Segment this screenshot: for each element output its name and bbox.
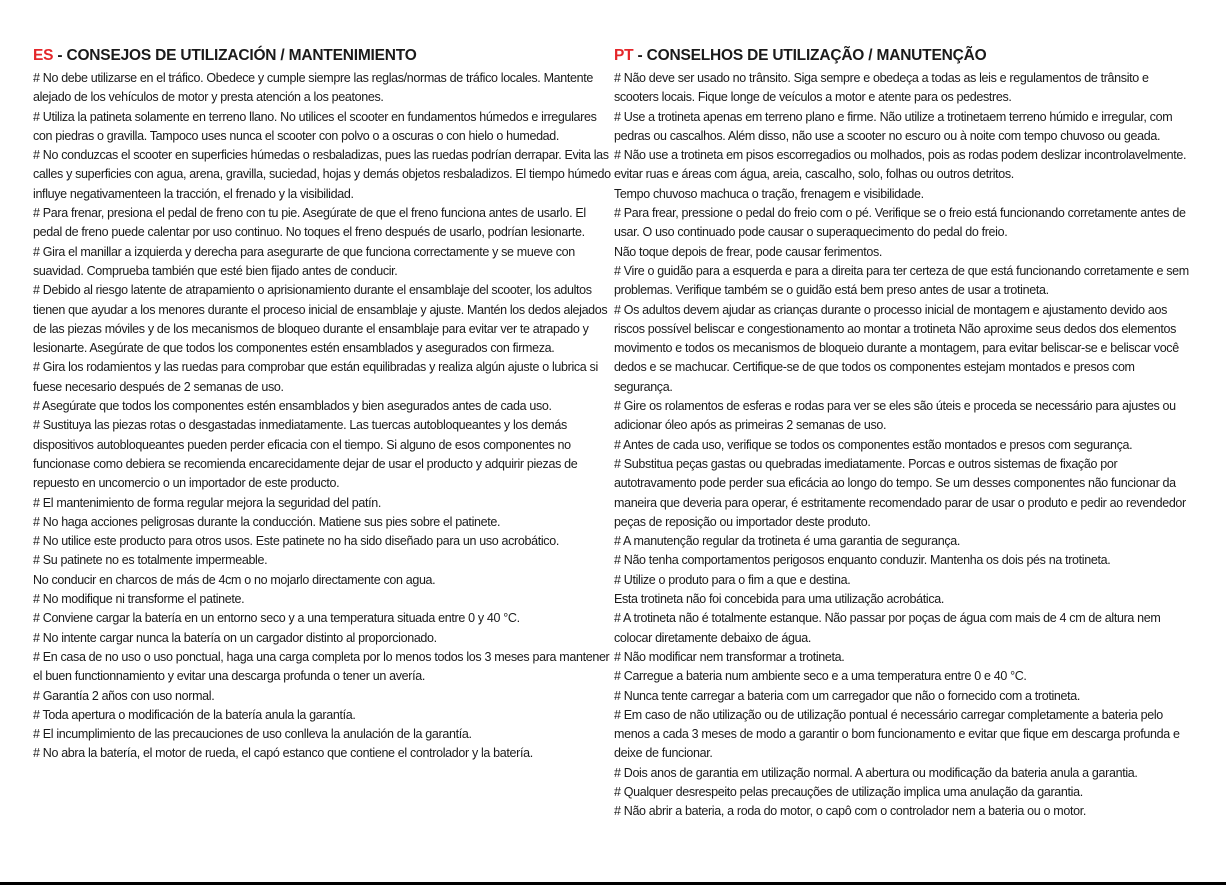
es-paragraph: # Para frenar, presiona el pedal de freno con tu pie. Asegúrate de que el freno funciona antes de usarlo. El pedal de freno puede calentar por uso continuo. No toques el freno después de usarlo, podrían lesionarte. xyxy=(33,205,586,240)
spanish-column xyxy=(33,47,613,763)
pt-paragraph: Não toque depois de frear, pode causar ferimentos. xyxy=(614,243,883,259)
es-paragraph: # Debido al riesgo latente de atrapamiento o aprisionamiento durante el ensamblaje del scooter, los adultos tienen que ayudar a los menores durante el proceso inicial de ensamblaje y ajuste. Mantén los dedos alejados de las piezas móviles y de los mecanismos de bloqueo durante el ensamblaje para evitar ver te atrapado y lesionarte. Asegúrate de que todos los componentes estén ensamblados y asegurados con firmeza. xyxy=(33,282,608,356)
es-paragraph: # Toda apertura o modificación de la batería anula la garantía. xyxy=(33,706,356,722)
es-paragraph: # No haga acciones peligrosas durante la conducción. Matiene sus pies sobre el patinete. xyxy=(33,513,501,529)
pt-paragraph: # Antes de cada uso, verifique se todos os componentes estão montados e presos com segurança. xyxy=(614,436,1133,452)
portuguese-column xyxy=(614,47,1192,821)
es-paragraph: # El mantenimiento de forma regular mejora la seguridad del patín. xyxy=(33,494,382,510)
pt-paragraph: # Não modificar nem transformar a trotineta. xyxy=(614,648,845,664)
pt-paragraph: # A trotineta não é totalmente estanque. Não passar por poças de água com mais de 4 cm de altura nem colocar diretamente debaixo de água. xyxy=(614,610,1161,645)
es-paragraph: # No utilice este producto para otros usos. Este patinete no ha sido diseñado para un uso acrobático. xyxy=(33,533,559,549)
es-paragraph: # Gira los rodamientos y las ruedas para comprobar que están equilibradas y realiza algún ajuste o lubrica si fuese necesario después de 2 semanas de uso. xyxy=(33,359,598,394)
es-paragraph: No conducir en charcos de más de 4cm o no mojarlo directamente con agua. xyxy=(33,571,436,587)
es-paragraph: # Su patinete no es totalmente impermeable. xyxy=(33,552,268,568)
es-paragraph: # No abra la batería, el motor de rueda, el capó estanco que contiene el controlador y la batería. xyxy=(33,745,533,761)
pt-paragraph: # Dois anos de garantia em utilização normal. A abertura ou modificação da bateria anula a garantia. xyxy=(614,764,1138,780)
es-paragraph: # Asegúrate que todos los componentes estén ensamblados y bien asegurados antes de cada uso. xyxy=(33,398,552,414)
pt-paragraph: # Nunca tente carregar a bateria com um carregador que não o fornecido com a trotineta. xyxy=(614,687,1081,703)
pt-paragraph: # Para frear, pressione o pedal do freio com o pé. Verifique se o freio está funcionando corretamente antes de usar. O uso continuado pode causar o superaquecimento do pedal do freio. xyxy=(614,205,1186,240)
pt-paragraph: Esta trotineta não foi concebida para uma utilização acrobática. xyxy=(614,591,944,607)
pt-paragraph: # A manutenção regular da trotineta é uma garantia de segurança. xyxy=(614,533,961,549)
pt-paragraph: # Em caso de não utilização ou de utilização pontual é necessário carregar completamente a bateria pelo menos a cada 3 meses de modo a garantir o bom funcionamento e evitar que fique em descarga profunda e deixe de funcionar. xyxy=(614,706,1180,761)
es-paragraph: # Garantía 2 años con uso normal. xyxy=(33,687,215,703)
pt-paragraph: # Gire os rolamentos de esferas e rodas para ver se eles são úteis e proceda se necessário para ajustes ou adicionar óleo após as primeiras 2 semanas de uso. xyxy=(614,398,1176,433)
pt-paragraph: # Vire o guidão para a esquerda e para a direita para ter certeza de que está funcionando corretamente e sem problemas. Verifique também se o guidão está bem preso antes de usar a trotineta. xyxy=(614,262,1189,298)
pt-paragraph: # Os adultos devem ajudar as crianças durante o processo inicial de montagem e ajustamento devido aos riscos possível beliscar e congestionamento ao montar a trotineta Não aproxime seus dedos dos elementos movimento e todos os mecanismos de bloqueio durante a montagem, para evitar beliscar-se e beliscar você dedos e se machucar. Certifique-se de que todos os componentes estejam montados e presos com segurança. xyxy=(614,301,1179,394)
pt-paragraph: # Não deve ser usado no trânsito. Siga sempre e obedeça a todas as leis e regulamentos de trânsito e scooters locais. Fique longe de veículos a motor e atente para os pedestres. xyxy=(614,70,1149,105)
spanish-body xyxy=(33,68,613,763)
portuguese-title: - CONSELHOS DE UTILIZAÇÃO / MANUTENÇÃO xyxy=(633,47,987,64)
portuguese-language-code: PT xyxy=(614,47,634,64)
es-paragraph: # No intente cargar nunca la batería on un cargador distinto al proporcionado. xyxy=(33,629,437,645)
pt-paragraph: # Utilize o produto para o fim a que e destina. xyxy=(614,571,851,587)
pt-paragraph: # Use a trotineta apenas em terreno plano e firme. Não utilize a trotinetaem terreno húmido e irregular, com pedras ou cascalhos. Além disso, não use a scooter no escuro ou à noite com tempo chuvoso ou geada. xyxy=(614,108,1173,143)
portuguese-body xyxy=(614,68,1192,821)
pt-paragraph: # Não abrir a bateria, a roda do motor, o capô com o controlador nem a bateria ou o motor. xyxy=(614,803,1086,819)
pt-paragraph: # Substitua peças gastas ou quebradas imediatamente. Porcas e outros sistemas de fixação por autotravamento pode perder sua eficácia ao longo do tempo. Se um desses componentes não funcionar da maneira que deveria para operar, é estritamente recomendado parar de usar o produto e pedir ao revendedor peças de reposição ou importador deste produto. xyxy=(614,455,1186,529)
es-paragraph: # No modifique ni transforme el patinete. xyxy=(33,591,245,607)
es-paragraph: # Sustituya las piezas rotas o desgastadas inmediatamente. Las tuercas autobloqueantes y los demás dispositivos autobloqueantes pueden perder eficacia con el tiempo. Si alguno de esos componentes no funcionase como debiera se recomienda encarecidamente dejar de usar el producto y adquirir piezas de repuesto en uncomercio o un importador de este producto. xyxy=(33,417,578,491)
spanish-language-code: ES xyxy=(33,47,54,64)
es-paragraph: # Gira el manillar a izquierda y derecha para asegurarte de que funciona correctamente y se mueve con suavidad. Comprueba también que esté bien fijado antes de conducir. xyxy=(33,243,575,278)
spanish-heading xyxy=(33,47,613,65)
es-paragraph: # Conviene cargar la batería en un entorno seco y a una temperatura situada entre 0 y 40 °C. xyxy=(33,610,520,626)
pt-paragraph: # Carregue a bateria num ambiente seco e a uma temperatura entre 0 e 40 °C. xyxy=(614,668,1027,684)
spanish-title: - CONSEJOS DE UTILIZACIÓN / MANTENIMIENTO xyxy=(53,47,417,64)
es-paragraph: # En casa de no uso o uso ponctual, haga una carga completa por lo menos todos los 3 meses para mantener el buen functionnamiento y evitar una descarga profunda o tener un avería. xyxy=(33,648,610,684)
pt-paragraph: # Qualquer desrespeito pelas precauções de utilização implica uma anulação da garantia. xyxy=(614,783,1083,799)
es-paragraph: # El incumplimiento de las precauciones de uso conlleva la anulación de la garantía. xyxy=(33,726,472,742)
pt-paragraph: # Não use a trotineta em pisos escorregadios ou molhados, pois as rodas podem deslizar incontrolavelmente. evitar ruas e áreas com água, areia, cascalho, solo, folhas ou outros detritos. xyxy=(614,147,1187,182)
es-paragraph: # No conduzcas el scooter en superficies húmedas o resbaladizas, pues las ruedas podrían derrapar. Evita las calles y superficies con agua, arena, gravilla, suciedad, hojas y demás objetos resbaladizos. El tiempo húmedo influye negativamenteen la tracción, el frenado y la visibilidad. xyxy=(33,147,611,201)
pt-paragraph: # Não tenha comportamentos perigosos enquanto conduzir. Mantenha os dois pés na trotineta. xyxy=(614,552,1111,568)
portuguese-heading xyxy=(614,47,1192,65)
es-paragraph: # Utiliza la patineta solamente en terreno llano. No utilices el scooter en fundamentos húmedos e irregulares con piedras o gravilla. Tampoco uses nunca el scooter con polvo o a oscuras o con hielo o humedad. xyxy=(33,108,597,143)
pt-paragraph: Tempo chuvoso machuca o tração, frenagem e visibilidade. xyxy=(614,185,924,201)
es-paragraph: # No debe utilizarse en el tráfico. Obedece y cumple siempre las reglas/normas de tráfico locales. Mantente alejado de los vehículos de motor y presta atención a los peatones. xyxy=(33,70,593,105)
